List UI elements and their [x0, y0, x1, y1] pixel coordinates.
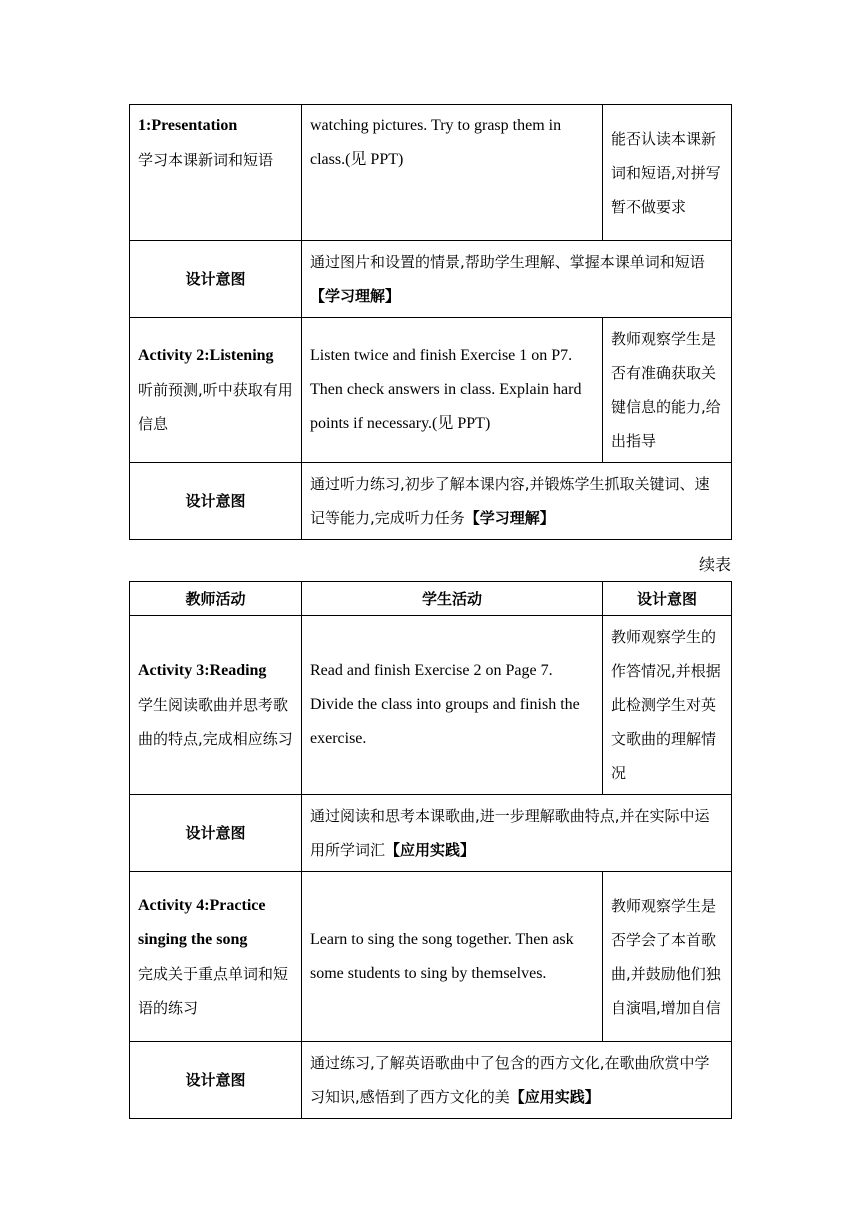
assessment-cell: 能否认读本课新词和短语,对拼写暂不做要求 — [603, 105, 732, 241]
table-row — [130, 616, 732, 795]
table-row — [130, 795, 732, 872]
activity-title: 1:Presentation — [138, 117, 238, 134]
student-activity-cell: Learn to sing the song together. Then ask some students to sing by themselves. — [302, 872, 603, 1042]
continued-table-label: 续表 — [698, 555, 731, 574]
activity-description: 听前预测,听中获取有用信息 — [138, 381, 293, 433]
table-header-row — [130, 582, 732, 616]
design-purpose-label: 设计意图 — [130, 795, 302, 872]
activity-title: Activity 2:Listening — [138, 347, 274, 364]
table-row — [130, 872, 732, 1042]
table-row — [130, 463, 732, 540]
design-purpose-label: 设计意图 — [130, 1042, 302, 1119]
purpose-text: 通过练习,了解英语歌曲中了包含的西方文化,在歌曲欣赏中学习知识,感悟到了西方文化的美 — [310, 1054, 710, 1106]
purpose-text: 通过阅读和思考本课歌曲,进一步理解歌曲特点,并在实际中运用所学词汇 — [310, 807, 710, 859]
assessment-cell: 教师观察学生的作答情况,并根据此检测学生对英文歌曲的理解情况 — [603, 616, 732, 795]
teacher-activity-cell — [130, 318, 302, 463]
teacher-activity-cell — [130, 105, 302, 241]
student-activity-cell: Listen twice and finish Exercise 1 on P7. Then check answers in class. Explain hard points if necessary.(见 PPT) — [302, 318, 603, 463]
purpose-text: 通过图片和设置的情景,帮助学生理解、掌握本课单词和短语 — [310, 253, 705, 271]
lesson-table-part2 — [129, 581, 732, 1119]
design-purpose-label: 设计意图 — [130, 463, 302, 540]
design-purpose-label: 设计意图 — [130, 241, 302, 318]
competency-tag: 【应用实践】 — [385, 841, 476, 859]
table-row — [130, 241, 732, 318]
teacher-activity-cell — [130, 616, 302, 795]
assessment-cell: 教师观察学生是否学会了本首歌曲,并鼓励他们独自演唱,增加自信 — [603, 872, 732, 1042]
activity-title: Activity 4:Practice singing the song — [138, 896, 266, 948]
header-student-activity: 学生活动 — [302, 582, 603, 616]
activity-title: Activity 3:Reading — [138, 662, 267, 679]
table-row — [130, 318, 732, 463]
activity-description: 学习本课新词和短语 — [138, 151, 274, 169]
student-activity-cell: watching pictures. Try to grasp them in class.(见 PPT) — [302, 105, 603, 241]
assessment-cell: 教师观察学生是否有准确获取关键信息的能力,给出指导 — [603, 318, 732, 463]
competency-tag: 【学习理解】 — [464, 509, 555, 527]
competency-tag: 【学习理解】 — [310, 287, 401, 305]
header-design-purpose: 设计意图 — [603, 582, 732, 616]
design-purpose-text — [302, 1042, 732, 1119]
competency-tag: 【应用实践】 — [509, 1088, 600, 1106]
activity-description: 学生阅读歌曲并思考歌曲的特点,完成相应练习 — [138, 696, 293, 748]
header-teacher-activity: 教师活动 — [130, 582, 302, 616]
design-purpose-text — [302, 795, 732, 872]
teacher-activity-cell — [130, 872, 302, 1042]
table-row — [130, 105, 732, 241]
design-purpose-text — [302, 241, 732, 318]
design-purpose-text — [302, 463, 732, 540]
purpose-text: 通过听力练习,初步了解本课内容,并锻炼学生抓取关键词、速记等能力,完成听力任务 — [310, 475, 710, 527]
activity-description: 完成关于重点单词和短语的练习 — [138, 964, 289, 1017]
table-row — [130, 1042, 732, 1119]
lesson-table-part1 — [129, 104, 732, 540]
student-activity-cell: Read and finish Exercise 2 on Page 7. Divide the class into groups and finish the exercise. — [302, 616, 603, 795]
